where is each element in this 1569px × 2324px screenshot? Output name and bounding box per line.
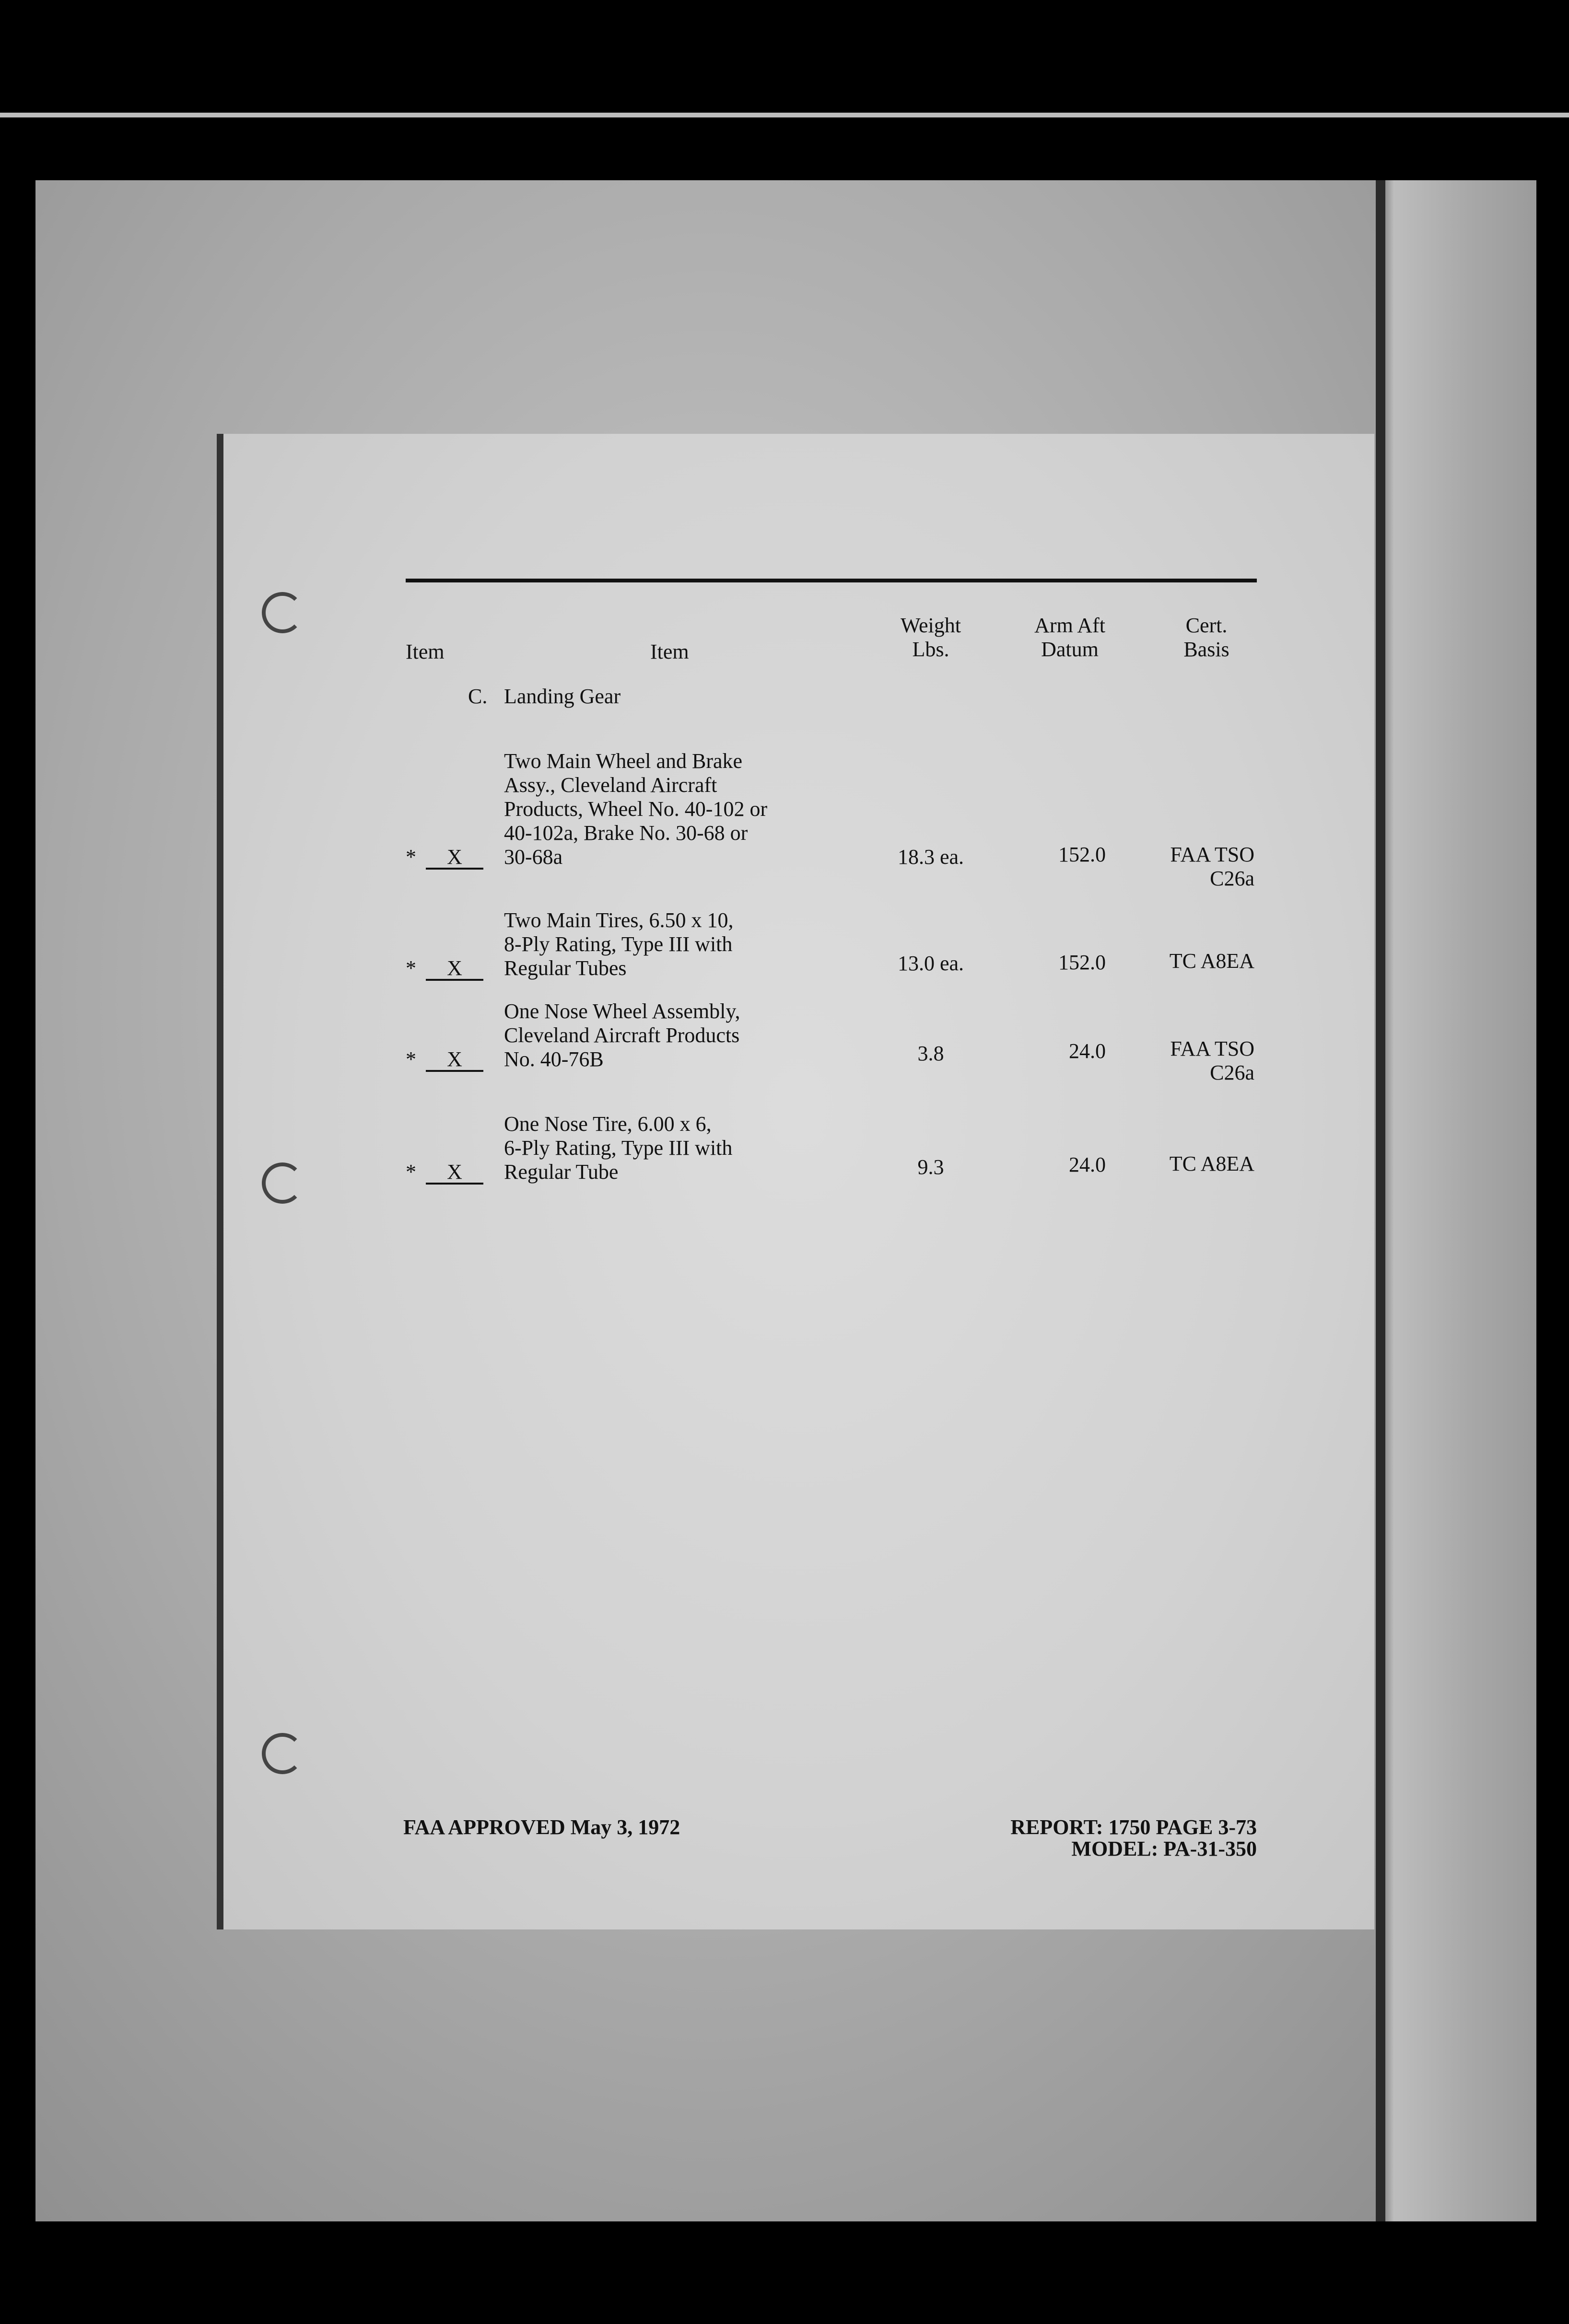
row-4-description: One Nose Tire, 6.00 x 6, 6-Ply Rating, Type III with Regular Tube xyxy=(504,1112,733,1184)
column-header-weight: Weight Lbs. xyxy=(901,614,961,661)
row-4-cert: TC A8EA xyxy=(1169,1152,1254,1175)
footer-report: REPORT: 1750 PAGE 3-73 xyxy=(1010,1815,1257,1839)
row-1-mark: * X xyxy=(406,845,483,870)
column-header-item: Item xyxy=(650,640,689,663)
row-1-weight: 18.3 ea. xyxy=(897,845,964,869)
row-2-cert: TC A8EA xyxy=(1169,949,1254,973)
row-3-mark-value: X xyxy=(426,1049,483,1072)
footer-model: MODEL: PA-31-350 xyxy=(1071,1837,1257,1860)
row-3-weight: 3.8 xyxy=(917,1042,944,1065)
row-4-mark-value: X xyxy=(426,1162,483,1185)
row-1-arm: 152.0 xyxy=(1058,843,1106,866)
document-page xyxy=(223,434,1374,1929)
binder-hole-top xyxy=(262,592,303,633)
film-border-rule xyxy=(0,113,1569,117)
row-2-description: Two Main Tires, 6.50 x 10, 8-Ply Rating, Type III with Regular Tubes xyxy=(504,908,734,980)
row-2-weight: 13.0 ea. xyxy=(897,952,964,975)
binder-hole-middle xyxy=(262,1162,303,1204)
section-letter: C. xyxy=(468,685,488,708)
footer-approval: FAA APPROVED May 3, 1972 xyxy=(403,1815,680,1839)
section-title: Landing Gear xyxy=(504,685,621,708)
row-3-mark: * X xyxy=(406,1047,483,1072)
column-header-arm: Arm Aft Datum xyxy=(1034,614,1105,661)
row-3-description: One Nose Wheel Assembly, Cleveland Aircraft Products No. 40-76B xyxy=(504,999,740,1071)
row-3-arm: 24.0 xyxy=(1069,1039,1106,1063)
row-2-mark: * X xyxy=(406,956,483,981)
row-4-mark: * X xyxy=(406,1160,483,1185)
row-1-mark-value: X xyxy=(426,847,483,870)
column-header-cert: Cert. Basis xyxy=(1183,614,1229,661)
column-header-item-mark: Item xyxy=(406,640,445,663)
header-rule xyxy=(406,579,1257,582)
board-right-edge xyxy=(1378,180,1536,2221)
row-2-mark-value: X xyxy=(426,958,483,981)
row-3-cert: FAA TSO C26a xyxy=(1170,1037,1254,1084)
board-divider-line xyxy=(1376,180,1385,2221)
binder-hole-bottom xyxy=(262,1733,303,1774)
row-1-cert: FAA TSO C26a xyxy=(1170,843,1254,890)
row-4-weight: 9.3 xyxy=(917,1155,944,1179)
row-1-description: Two Main Wheel and Brake Assy., Cleveland Aircraft Products, Wheel No. 40-102 or 40-102a, Brake No. 30-68 or 30-68a xyxy=(504,749,768,869)
row-2-arm: 152.0 xyxy=(1058,951,1106,974)
row-4-arm: 24.0 xyxy=(1069,1153,1106,1176)
